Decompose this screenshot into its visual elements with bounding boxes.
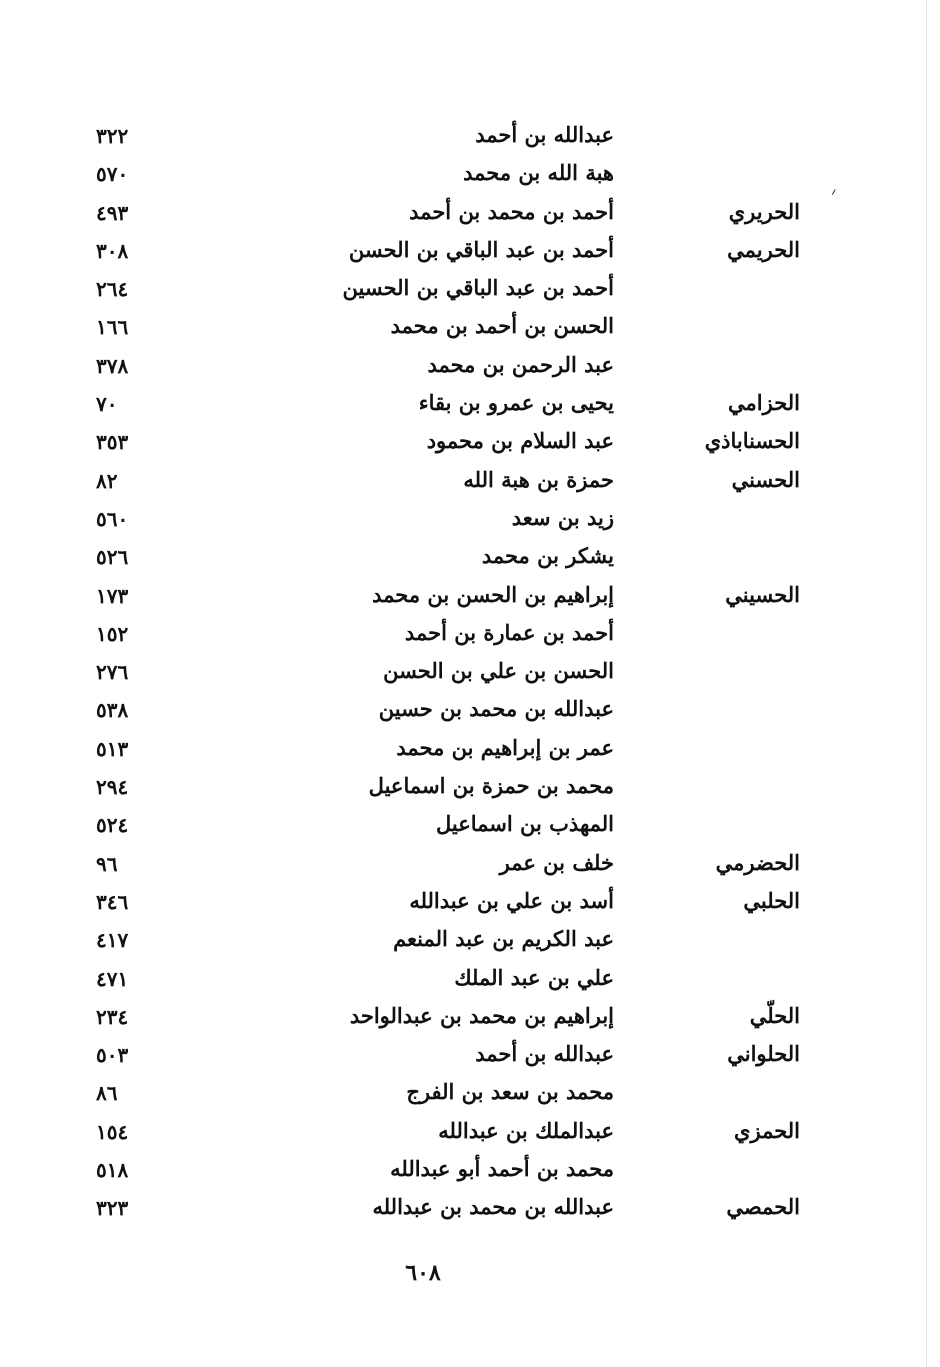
index-entry-row: [0, 999, 940, 1037]
page-reference: ١٥٤: [96, 1119, 129, 1144]
person-name: عبدالله بن أحمد: [475, 122, 614, 147]
page-reference: ٤٧١: [96, 966, 129, 991]
index-entry-row: [0, 654, 940, 692]
index-entry-row: [0, 846, 940, 884]
index-entry-row: [0, 1152, 940, 1190]
index-entry-row: [0, 233, 940, 271]
index-entry-row: [0, 424, 940, 462]
person-name: محمد بن سعد بن الفرج: [406, 1079, 614, 1105]
nisba-heading: الحلّي: [749, 1002, 800, 1028]
page-reference: ٥٢٤: [96, 813, 129, 838]
index-entry-row: [0, 692, 940, 730]
page-reference: ٣٧٨: [96, 353, 129, 378]
page-reference: ٣٢٣: [96, 1196, 129, 1221]
page-reference: ٥٢٦: [96, 545, 129, 570]
page-reference: ٥٠٣: [96, 1043, 129, 1068]
person-name: أسد بن علي بن عبدالله: [409, 887, 614, 913]
person-name: الحسن بن أحمد بن محمد: [390, 313, 614, 339]
index-entry-row: [0, 539, 940, 577]
page-reference: ٥١٣: [96, 736, 129, 761]
nisba-heading: الحضرمي: [715, 849, 800, 875]
person-name: خلف بن عمر: [499, 849, 614, 875]
person-name: أحمد بن عبد الباقي بن الحسين: [342, 275, 614, 301]
person-name: إبراهيم بن الحسن بن محمد: [372, 581, 614, 607]
index-entry-row: [0, 961, 940, 999]
page-reference: ٤١٧: [96, 928, 129, 953]
nisba-heading: الحسناباذي: [704, 428, 800, 454]
person-name: يشكر بن محمد: [481, 543, 614, 569]
page-reference: ٣٤٦: [96, 889, 129, 914]
person-name: عبد السلام بن محمود: [426, 428, 614, 454]
person-name: أحمد بن عبد الباقي بن الحسن: [348, 236, 614, 262]
index-entry-row: [0, 616, 940, 654]
person-name: عبدالله بن محمد بن حسين: [378, 696, 614, 722]
page-reference: ٣٥٣: [96, 430, 129, 455]
page-reference: ٢٩٤: [96, 775, 129, 800]
nisba-heading: الحلبي: [743, 887, 800, 913]
index-entry-row: [0, 1190, 940, 1228]
nisba-heading: الحريري: [728, 198, 800, 224]
person-name: عبدالله بن أحمد: [475, 1041, 614, 1067]
nisba-heading: الحسني: [731, 466, 800, 492]
index-entry-row: [0, 884, 940, 922]
index-entry-row: [0, 731, 940, 769]
nisba-heading: الحمزي: [734, 1117, 800, 1143]
person-name: علي بن عبد الملك: [454, 964, 614, 990]
person-name: زيد بن سعد: [511, 504, 614, 530]
index-entry-row: [0, 1037, 940, 1075]
person-name: عبد الكريم بن عبد المنعم: [393, 926, 614, 952]
page-reference: ٢٧٦: [96, 660, 129, 685]
index-entry-row: [0, 118, 940, 156]
person-name: أحمد بن عمارة بن أحمد: [404, 619, 614, 645]
page-reference: ٥٣٨: [96, 698, 129, 723]
page-reference: ٥٦٠: [96, 506, 129, 531]
index-entry-row: [0, 271, 940, 309]
index-entry-row: [0, 922, 940, 960]
person-name: محمد بن حمزة بن اسماعيل: [368, 773, 614, 799]
page-reference: ٨٢: [96, 468, 118, 493]
person-name: أحمد بن محمد بن أحمد: [409, 198, 614, 224]
nisba-heading: الحلواني: [727, 1041, 800, 1067]
index-entry-row: [0, 309, 940, 347]
page-reference: ١٦٦: [96, 315, 129, 340]
nisba-heading: الحسيني: [725, 581, 800, 607]
page-reference: ٢٦٤: [96, 277, 129, 302]
page-reference: ٣٢٢: [96, 124, 129, 148]
page-reference: ٣٠٨: [96, 238, 129, 263]
person-name: عمر بن إبراهيم بن محمد: [396, 734, 614, 760]
index-entry-row: [0, 1114, 940, 1152]
page-reference: ٧٠: [96, 392, 118, 417]
index-entry-row: [0, 1075, 940, 1113]
person-name: المهذب بن اسماعيل: [435, 811, 614, 837]
index-list: [0, 118, 940, 1229]
index-entry-row: [0, 348, 940, 386]
nisba-heading: الحزامي: [728, 390, 800, 416]
page-reference: ١٥٢: [96, 621, 129, 646]
person-name: عبد الرحمن بن محمد: [427, 351, 614, 377]
index-entry-row: [0, 156, 940, 194]
nisba-heading: الحريمي: [727, 236, 800, 262]
person-name: الحسن بن علي بن الحسن: [383, 658, 614, 684]
person-name: محمد بن أحمد أبو عبدالله: [390, 1156, 614, 1182]
index-entry-row: [0, 501, 940, 539]
page-reference: ١٧٣: [96, 583, 129, 608]
nisba-heading: الحمصي: [726, 1194, 800, 1220]
page-reference: ٥٧٠: [96, 162, 129, 187]
index-entry-row: [0, 386, 940, 424]
page-reference: ٢٣٤: [96, 1004, 129, 1029]
person-name: عبدالملك بن عبدالله: [438, 1117, 614, 1143]
person-name: إبراهيم بن محمد بن عبدالواحد: [349, 1002, 614, 1028]
page-reference: ٨٦: [96, 1081, 118, 1106]
index-entry-row: [0, 769, 940, 807]
person-name: هبة الله بن محمد: [463, 160, 614, 186]
index-entry-row: [0, 463, 940, 501]
person-name: حمزة بن هبة الله: [463, 466, 614, 492]
index-entry-row: [0, 807, 940, 845]
page-reference: ٩٦: [96, 851, 118, 876]
page-number: ٦٠٨: [405, 1260, 441, 1286]
index-entry-row: [0, 195, 940, 233]
page-reference: ٥١٨: [96, 1158, 129, 1183]
page-reference: ٤٩٣: [96, 200, 129, 225]
index-entry-row: [0, 578, 940, 616]
person-name: يحيى بن عمرو بن بقاء: [418, 390, 614, 416]
person-name: عبدالله بن محمد بن عبدالله: [372, 1194, 614, 1220]
